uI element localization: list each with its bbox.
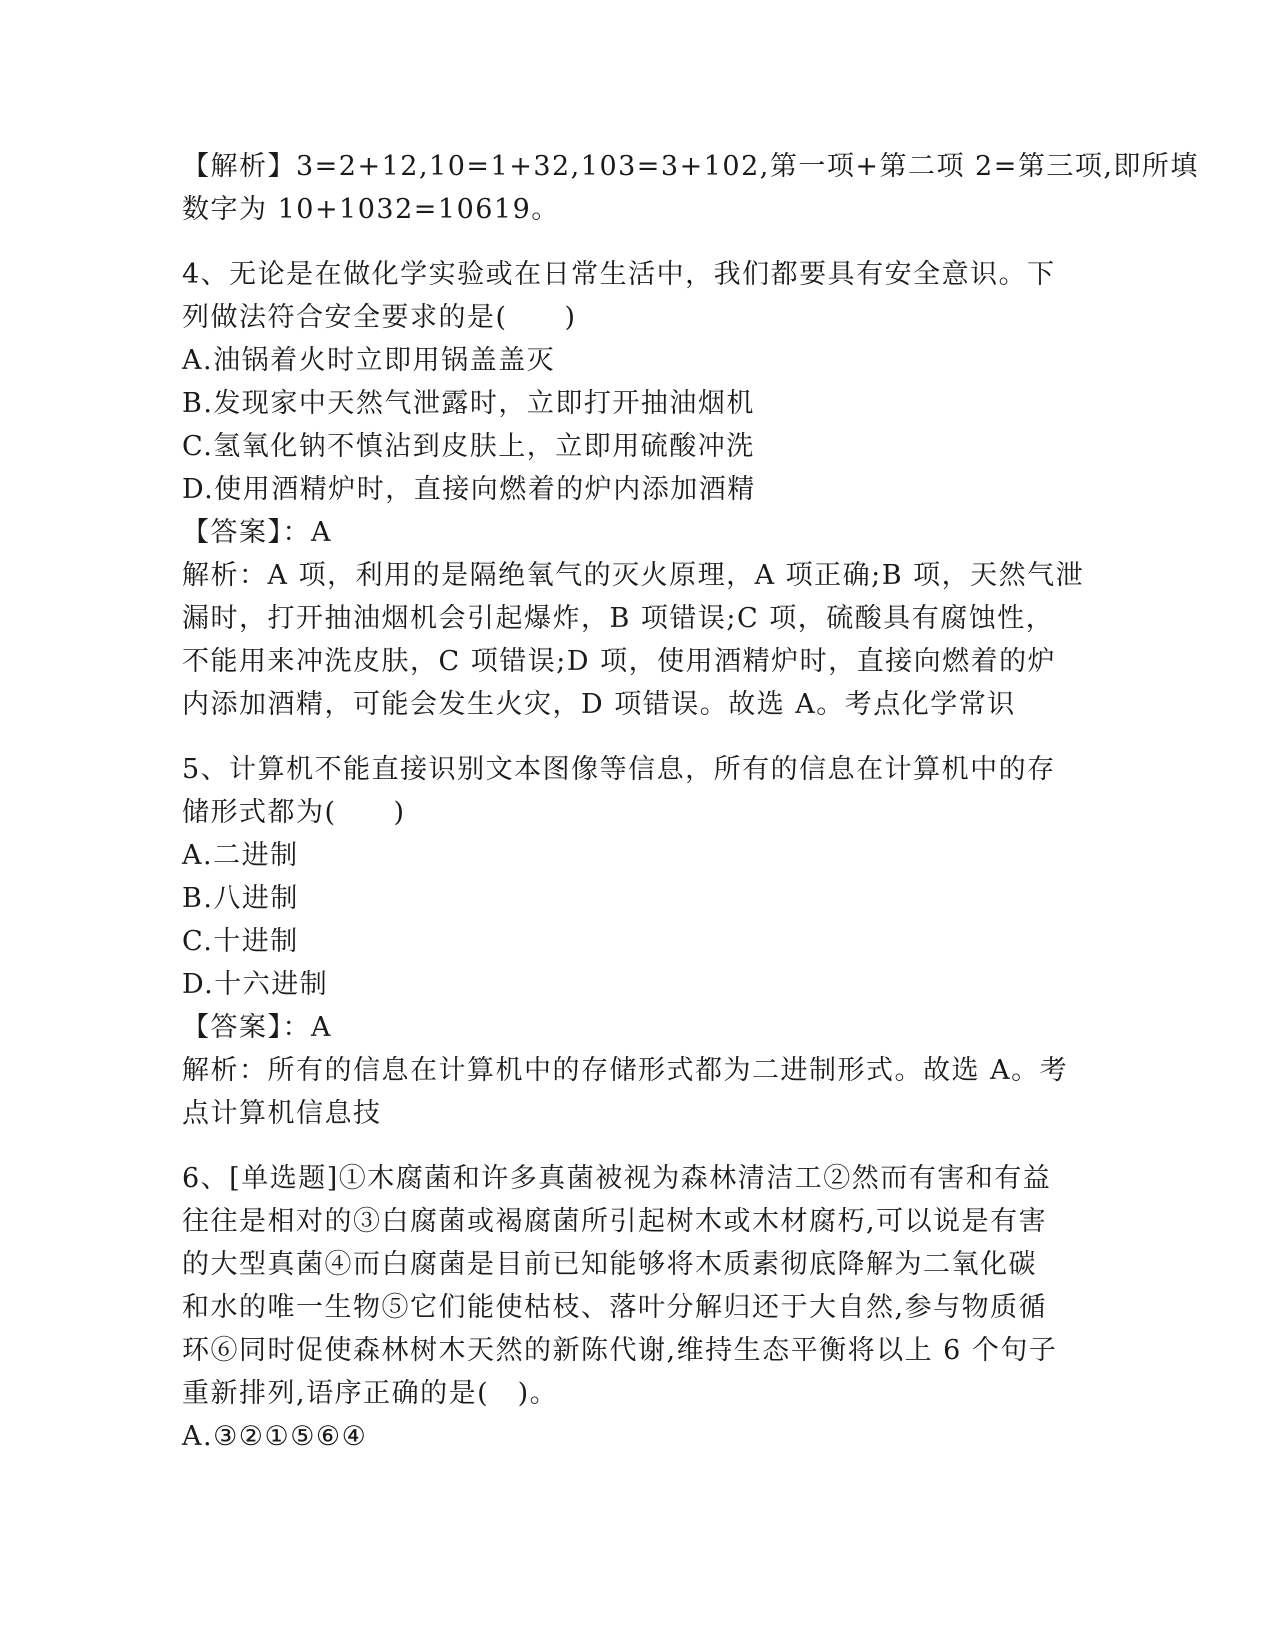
q4-stem-line-1: 4、无论是在做化学实验或在日常生活中，我们都要具有安全意识。下: [182, 259, 1056, 290]
q6-stem-line-3: 的大型真菌④而白腐菌是目前已知能够将木质素彻底降解为二氧化碳: [182, 1249, 1037, 1280]
prev-analysis-line-1: 【解析】3=2+12,10=1+32,103=3+102,第一项+第二项 2=第三项,即所填: [182, 151, 1199, 182]
q5-answer: 【答案】：A: [182, 1012, 332, 1043]
q4-option-c: C.氢氧化钠不慎沾到皮肤上，立即用硫酸冲洗: [182, 431, 755, 462]
q5-option-a: A.二进制: [182, 840, 299, 871]
q6-stem-line-2: 往往是相对的③白腐菌或褐腐菌所引起树木或木材腐朽,可以说是有害: [182, 1206, 1048, 1237]
document-page: [182, 145, 1199, 1458]
q4-analysis-line-2: 漏时，打开抽油烟机会引起爆炸，B 项错误;C 项，硫酸具有腐蚀性，: [182, 603, 1055, 634]
q4-stem-line-2: 列做法符合安全要求的是( ): [182, 302, 577, 333]
q6-option-a: A.③②①⑤⑥④: [182, 1421, 368, 1452]
q5-stem-line-1: 5、计算机不能直接识别文本图像等信息，所有的信息在计算机中的存: [182, 754, 1056, 785]
q4-answer: 【答案】：A: [182, 517, 332, 548]
question-4: [182, 253, 1085, 726]
q5-option-c: C.十进制: [182, 926, 299, 957]
q4-option-b: B.发现家中天然气泄露时，立即打开抽油烟机: [182, 388, 755, 419]
q4-analysis-line-4: 内添加酒精，可能会发生火灾，D 项错误。故选 A。考点化学常识: [182, 689, 1016, 720]
question-5: [182, 748, 1082, 1135]
q5-analysis-line-1: 解析：所有的信息在计算机中的存储形式都为二进制形式。故选 A。考: [182, 1055, 1069, 1086]
q4-option-d: D.使用酒精炉时，直接向燃着的炉内添加酒精: [182, 474, 756, 505]
q6-stem-line-1: 6、[单选题]①木腐菌和许多真菌被视为森林清洁工②然而有害和有益: [182, 1163, 1052, 1194]
q5-option-d: D.十六进制: [182, 969, 329, 1000]
q6-stem-line-4: 和水的唯一生物⑤它们能使枯枝、落叶分解归还于大自然,参与物质循: [182, 1292, 1048, 1323]
q5-option-b: B.八进制: [182, 883, 299, 914]
q4-analysis-line-1: 解析：A 项，利用的是隔绝氧气的灭火原理，A 项正确;B 项，天然气泄: [182, 560, 1085, 591]
q6-stem-line-6: 重新排列,语序正确的是( )。: [182, 1378, 559, 1409]
q4-analysis-line-3: 不能用来冲洗皮肤，C 项错误;D 项，使用酒精炉时，直接向燃着的炉: [182, 646, 1057, 677]
q6-stem-line-5: 环⑥同时促使森林树木天然的新陈代谢,维持生态平衡将以上 6 个句子: [182, 1335, 1058, 1366]
q5-analysis-line-2: 点计算机信息技: [182, 1098, 382, 1129]
q4-option-a: A.油锅着火时立即用锅盖盖灭: [182, 345, 556, 376]
q5-stem-line-2: 储形式都为( ): [182, 797, 406, 828]
prev-analysis-line-2: 数字为 10+1032=10619。: [182, 194, 560, 225]
question-6: [182, 1157, 1082, 1458]
